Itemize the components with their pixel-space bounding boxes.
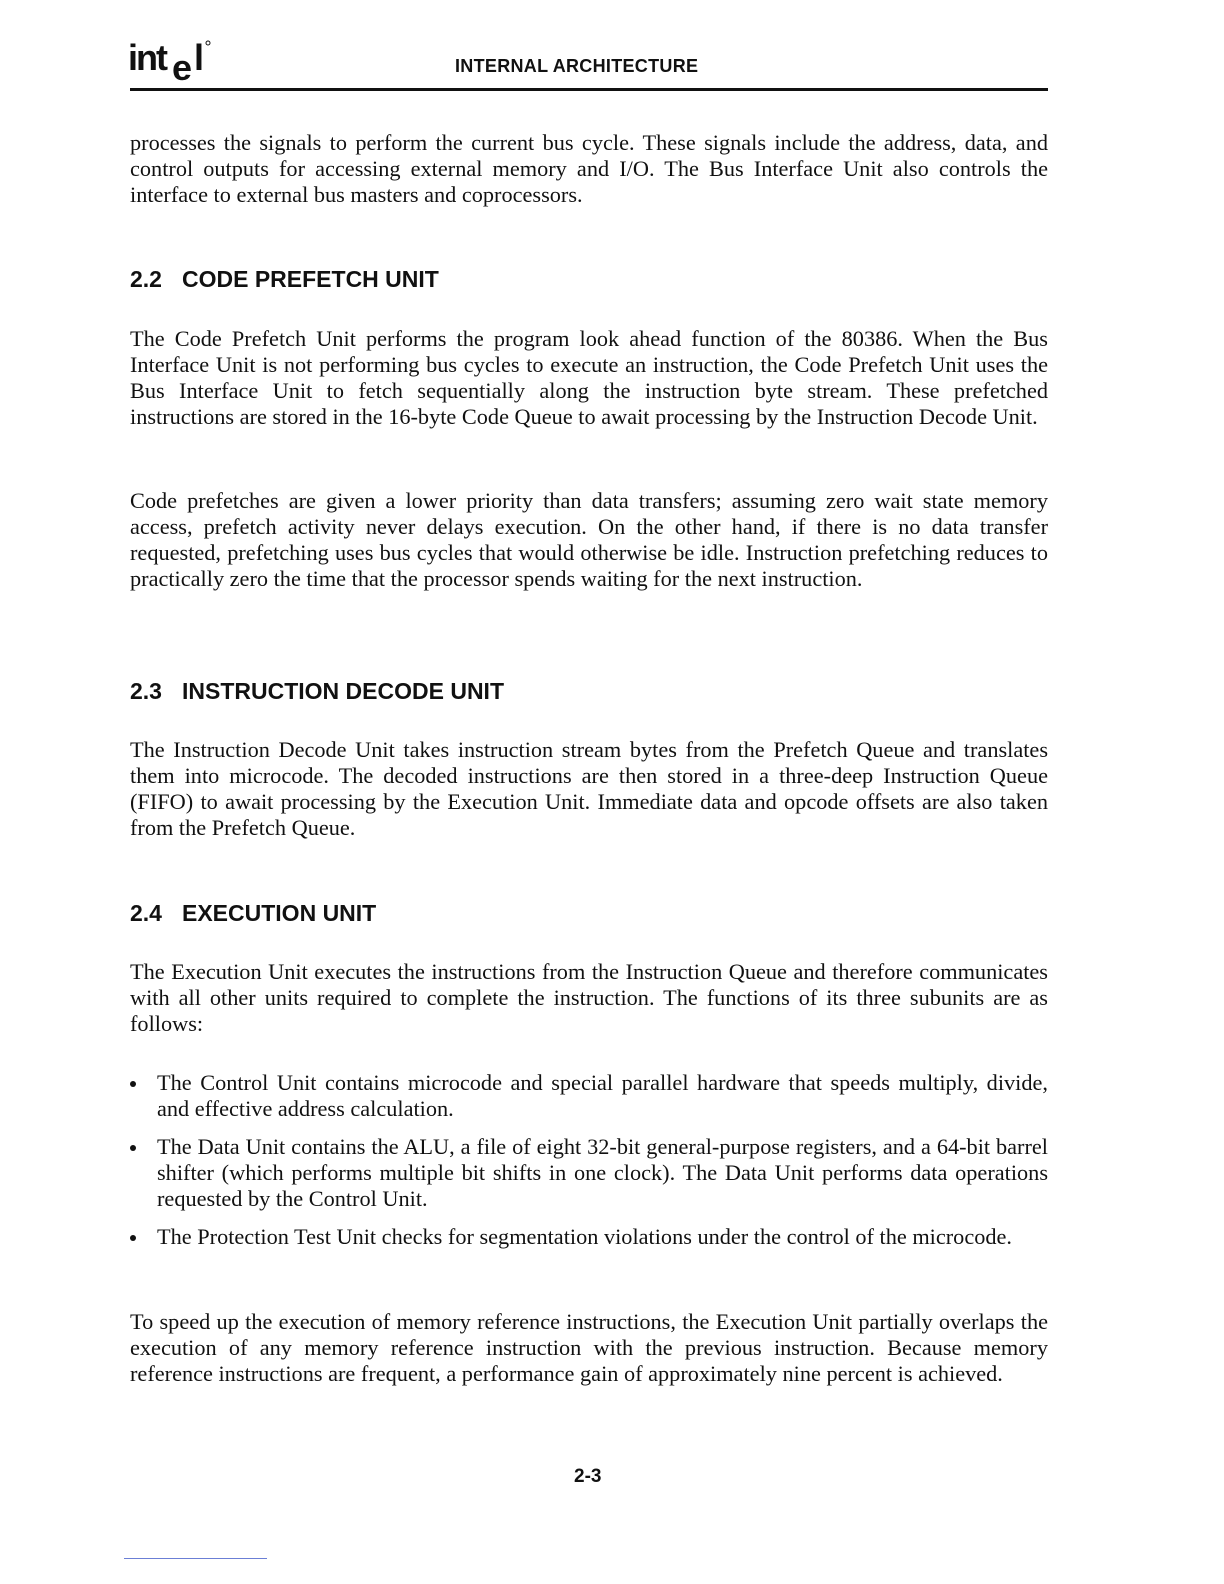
section-number: 2.4	[130, 900, 162, 926]
bullet-icon	[130, 1081, 136, 1087]
section-number: 2.2	[130, 266, 162, 292]
section-title: CODE PREFETCH UNIT	[182, 266, 439, 292]
list-item-text: The Protection Test Unit checks for segmentation violations under the control of the microcode.	[157, 1224, 1012, 1249]
header-rule	[130, 88, 1048, 91]
section-title: EXECUTION UNIT	[182, 900, 377, 926]
paragraph: Code prefetches are given a lower priority than data transfers; assuming zero wait state memory access, prefetch activity never delays execution. On the other hand, if there is no data transfer requested, prefetching uses bus cycles that would otherwise be idle. Instruction prefetching reduces to practically zero the time that the processor spends waiting for the next instruction.	[130, 488, 1048, 591]
section-heading-2-4	[130, 900, 376, 927]
footer-rule	[124, 1558, 267, 1559]
svg-text:int: int	[128, 37, 166, 78]
intro-paragraph: processes the signals to perform the current bus cycle. These signals include the address, data, and control outputs for accessing external memory and I/O. The Bus Interface Unit also controls the interface to external bus masters and coprocessors.	[130, 130, 1048, 207]
paragraph: The Execution Unit executes the instructions from the Instruction Queue and therefore communicates with all other units required to complete the instruction. The functions of its three subunits are as follows:	[130, 959, 1048, 1036]
list-item	[130, 1224, 1048, 1250]
list-item	[130, 1070, 1048, 1122]
paragraph: The Code Prefetch Unit performs the program look ahead function of the 80386. When the Bus Interface Unit is not performing bus cycles to execute an instruction, the Code Prefetch Unit uses the Bus Interface Unit to fetch sequentially along the instruction byte stream. These prefetched instructions are stored in the 16-byte Code Queue to await processing by the Instruction Decode Unit.	[130, 326, 1048, 429]
list-item-text: The Data Unit contains the ALU, a file of eight 32-bit general-purpose registers, and a 64-bit barrel shifter (which performs multiple bit shifts in one clock). The Data Unit performs data operations requested by the Control Unit.	[157, 1134, 1048, 1211]
closing-paragraph: To speed up the execution of memory reference instructions, the Execution Unit partially overlaps the execution of any memory reference instruction with the previous instruction. Because memory reference instructions are frequent, a performance gain of approximately nine percent is achieved.	[130, 1309, 1048, 1386]
subunit-list	[130, 1070, 1048, 1262]
bullet-icon	[130, 1235, 136, 1241]
svg-text:e: e	[172, 47, 193, 82]
page-number: 2-3	[574, 1466, 602, 1487]
section-heading-2-3	[130, 678, 504, 705]
section-title: INSTRUCTION DECODE UNIT	[182, 678, 504, 704]
intel-logo	[128, 34, 218, 82]
list-item	[130, 1134, 1048, 1212]
paragraph: The Instruction Decode Unit takes instruction stream bytes from the Prefetch Queue and translates them into microcode. The decoded instructions are then stored in a three-deep Instruction Queue (FIFO) to await processing by the Execution Unit. Immediate data and opcode offsets are also taken from the Prefetch Queue.	[130, 737, 1048, 840]
section-heading-2-2	[130, 266, 439, 293]
bullet-icon	[130, 1145, 136, 1151]
running-header-title: INTERNAL ARCHITECTURE	[455, 56, 699, 76]
svg-text:l: l	[194, 37, 205, 78]
section-number: 2.3	[130, 678, 162, 704]
list-item-text: The Control Unit contains microcode and special parallel hardware that speeds multiply, divide, and effective address calculation.	[157, 1070, 1048, 1121]
